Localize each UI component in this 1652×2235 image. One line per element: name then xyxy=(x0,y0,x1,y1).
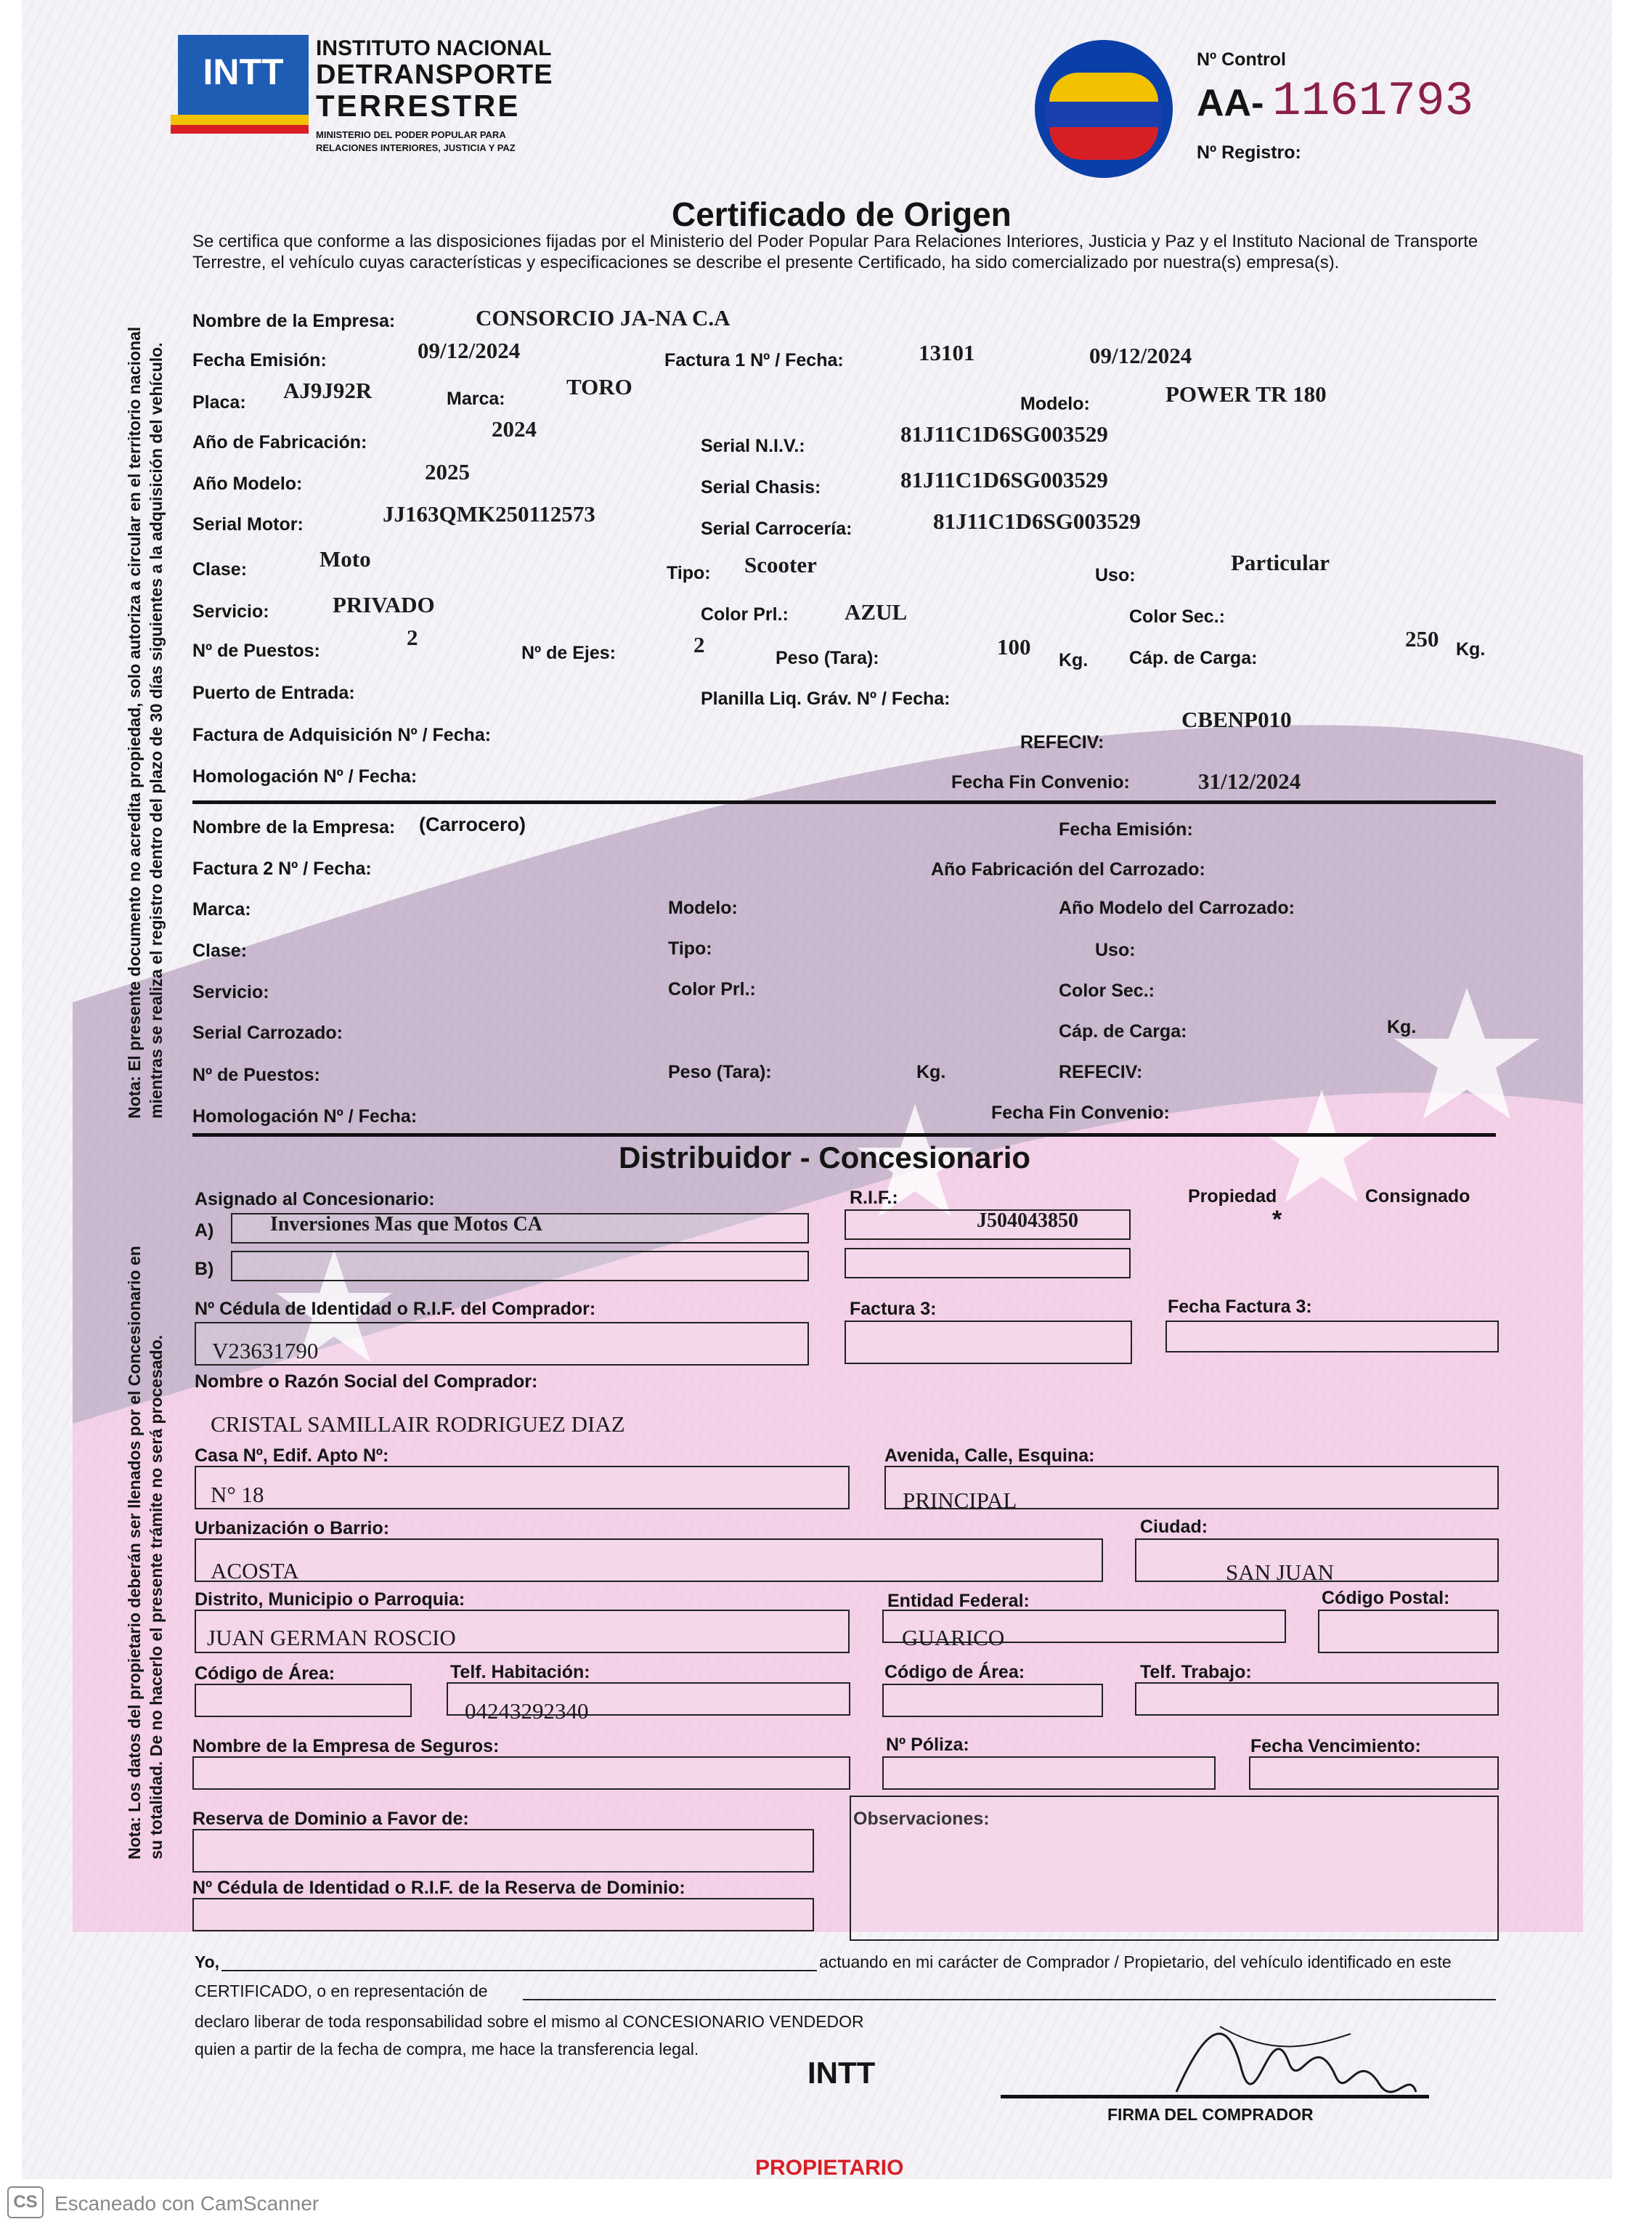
carrocero-empresa-label: Nombre de la Empresa: xyxy=(192,817,396,837)
side-note-bottom-2: su totalidad. De no hacerlo el presente trámite no será procesado. xyxy=(147,1334,166,1859)
propiedad-mark: * xyxy=(1272,1206,1282,1233)
servicio-label: Servicio: xyxy=(192,601,269,622)
carga-unit: Kg. xyxy=(1456,639,1486,660)
rif-label: R.I.F.: xyxy=(850,1188,898,1208)
serial-motor-value: JJ163QMK250112573 xyxy=(383,501,595,527)
fecha-factura3-label: Fecha Factura 3: xyxy=(1168,1297,1312,1317)
serial-chasis-label: Serial Chasis: xyxy=(701,477,821,498)
seal-flag-blue xyxy=(1046,102,1162,127)
peso-unit: Kg. xyxy=(1059,650,1089,670)
carrocero-carga-label: Cáp. de Carga: xyxy=(1059,1021,1187,1042)
uso-value: Particular xyxy=(1231,550,1330,575)
anio-fab-value: 2024 xyxy=(492,416,537,442)
placa-value: AJ9J92R xyxy=(283,378,373,403)
planilla-label: Planilla Liq. Gráv. Nº / Fecha: xyxy=(701,689,951,709)
propiedad-label: Propiedad xyxy=(1188,1186,1277,1206)
telf-trab-label: Telf. Trabajo: xyxy=(1140,1662,1252,1682)
color-prl-value: AZUL xyxy=(845,599,908,625)
decl-declaro: declaro liberar de toda responsabilidad sobre el mismo al CONCESIONARIO VENDEDOR xyxy=(195,2012,864,2031)
urbanizacion-field[interactable] xyxy=(195,1538,1103,1582)
factura1-number: 13101 xyxy=(919,340,975,365)
row-b-label: B) xyxy=(195,1259,214,1279)
carrocero-refeciv-label: REFECIV: xyxy=(1059,1062,1143,1082)
consignado-label: Consignado xyxy=(1365,1186,1470,1206)
carrocero-homologacion-label: Homologación Nº / Fecha: xyxy=(192,1106,418,1127)
ministry-line1: MINISTERIO DEL PODER POPULAR PARA xyxy=(316,129,506,140)
area-label: Código de Área: xyxy=(195,1663,335,1684)
clase-label: Clase: xyxy=(192,559,248,580)
adquisicion-label: Factura de Adquisición Nº / Fecha: xyxy=(192,725,492,745)
serial-carroceria-value: 81J11C1D6SG003529 xyxy=(933,508,1141,534)
carrocero-anio-fab-label: Año Fabricación del Carrozado: xyxy=(931,859,1205,880)
tipo-label: Tipo: xyxy=(667,563,711,583)
avenida-value: PRINCIPAL xyxy=(903,1488,1017,1513)
entidad-label: Entidad Federal: xyxy=(887,1591,1030,1611)
ministry-line2: RELACIONES INTERIORES, JUSTICIA Y PAZ xyxy=(316,142,516,153)
observaciones-label: Observaciones: xyxy=(853,1809,990,1829)
carrocero-serial-label: Serial Carrozado: xyxy=(192,1023,343,1043)
postal-field[interactable] xyxy=(1318,1610,1499,1653)
carrocero-anio-modelo-label: Año Modelo del Carrozado: xyxy=(1059,898,1295,918)
nombre-value: CRISTAL SAMILLAIR RODRIGUEZ DIAZ xyxy=(211,1411,625,1437)
decl-yo: Yo, xyxy=(195,1952,220,1971)
peso-value: 100 xyxy=(997,634,1031,660)
side-note-bottom-1: Nota: Los datos del propietario deberán ser llenados por el Concesionario en xyxy=(125,1246,144,1859)
refeciv-label: REFECIV: xyxy=(1020,732,1104,753)
marca-label: Marca: xyxy=(447,389,505,409)
anio-modelo-label: Año Modelo: xyxy=(192,474,303,494)
cedula-reserva-field[interactable] xyxy=(192,1898,814,1931)
divider-2 xyxy=(192,1133,1496,1137)
carrocero-carga-unit: Kg. xyxy=(1387,1017,1417,1037)
casa-field[interactable] xyxy=(195,1466,850,1509)
color-prl-label: Color Prl.: xyxy=(701,604,789,625)
decl-quien: quien a partir de la fecha de compra, me hace la transferencia legal. xyxy=(195,2040,699,2058)
urbanizacion-value: ACOSTA xyxy=(211,1558,299,1583)
decl-intt: INTT xyxy=(807,2056,876,2090)
area-field[interactable] xyxy=(195,1684,412,1717)
carrocero-color-prl-label: Color Prl.: xyxy=(668,979,756,999)
carrocero-color-sec-label: Color Sec.: xyxy=(1059,981,1155,1001)
empresa-label: Nombre de la Empresa: xyxy=(192,311,396,331)
fecha-factura3-field[interactable] xyxy=(1165,1321,1499,1352)
telf-trab-field[interactable] xyxy=(1135,1682,1499,1716)
ejes-label: Nº de Ejes: xyxy=(521,643,617,663)
rif-a-value: J504043850 xyxy=(977,1209,1078,1232)
registro-label: Nº Registro: xyxy=(1197,142,1301,163)
control-label: Nº Control xyxy=(1197,49,1286,70)
serial-chasis-value: 81J11C1D6SG003529 xyxy=(900,467,1108,492)
control-number: 1161793 xyxy=(1272,74,1474,129)
poliza-field[interactable] xyxy=(882,1756,1216,1790)
org-name-line1: INSTITUTO NACIONAL xyxy=(316,36,552,60)
seal-flag-red xyxy=(1049,127,1158,160)
control-prefix: AA- xyxy=(1197,82,1264,124)
telf-hab-value: 04243292340 xyxy=(465,1698,589,1724)
distrito-value: JUAN GERMAN ROSCIO xyxy=(207,1625,456,1650)
cedula-reserva-label: Nº Cédula de Identidad o R.I.F. de la Reserva de Dominio: xyxy=(192,1878,685,1898)
camscanner-text: Escaneado con CamScanner xyxy=(54,2192,320,2215)
telf-hab-label: Telf. Habitación: xyxy=(450,1662,590,1682)
carrocero-modelo-label: Modelo: xyxy=(668,898,738,918)
propietario-label: PROPIETARIO xyxy=(755,2156,904,2180)
avenida-label: Avenida, Calle, Esquina: xyxy=(884,1445,1095,1466)
placa-label: Placa: xyxy=(192,392,246,413)
ejes-value: 2 xyxy=(693,632,705,657)
area2-label: Código de Área: xyxy=(884,1662,1025,1682)
carrocero-clase-label: Clase: xyxy=(192,941,248,961)
carrocero-puestos-label: Nº de Puestos: xyxy=(192,1065,320,1085)
empresa-value: CONSORCIO JA-NA C.A xyxy=(476,305,731,330)
cedula-value: V23631790 xyxy=(212,1338,319,1363)
cedula-label: Nº Cédula de Identidad o R.I.F. del Comprador: xyxy=(195,1299,596,1319)
puestos-value: 2 xyxy=(407,625,418,650)
camscanner-badge: CS xyxy=(7,2186,44,2218)
nombre-label: Nombre o Razón Social del Comprador: xyxy=(195,1371,538,1392)
puerto-label: Puerto de Entrada: xyxy=(192,683,355,703)
peso-label: Peso (Tara): xyxy=(776,648,879,668)
carrocero-tag: (Carrocero) xyxy=(419,814,526,835)
color-sec-label: Color Sec.: xyxy=(1129,607,1225,627)
serial-carroceria-label: Serial Carrocería: xyxy=(701,519,853,539)
factura3-field[interactable] xyxy=(845,1321,1132,1364)
carrocero-tipo-label: Tipo: xyxy=(668,938,712,959)
anio-fab-label: Año de Fabricación: xyxy=(192,432,367,453)
factura1-date: 09/12/2024 xyxy=(1089,343,1192,368)
observaciones-field[interactable] xyxy=(850,1796,1499,1941)
org-name-line2: DETRANSPORTE xyxy=(316,60,553,90)
carrocero-factura2-label: Factura 2 Nº / Fecha: xyxy=(192,859,372,879)
signature-line xyxy=(1001,2095,1429,2098)
intt-logo xyxy=(178,35,309,115)
fecha-emision-label: Fecha Emisión: xyxy=(192,350,327,370)
org-name-line3: TERRESTRE xyxy=(316,89,521,123)
seal-flag-yellow xyxy=(1049,73,1158,102)
factura3-label: Factura 3: xyxy=(850,1299,937,1319)
carga-label: Cáp. de Carga: xyxy=(1129,648,1258,668)
firma-label: FIRMA DEL COMPRADOR xyxy=(1107,2105,1314,2124)
page-title: Certificado de Origen xyxy=(672,195,1012,233)
decl-certificado: CERTIFICADO, o en representación de xyxy=(195,1982,488,2000)
fin-convenio-value: 31/12/2024 xyxy=(1198,768,1301,794)
uso-label: Uso: xyxy=(1095,565,1136,585)
row-a-label: A) xyxy=(195,1220,214,1241)
vencimiento-field[interactable] xyxy=(1249,1756,1499,1790)
asignado-label: Asignado al Concesionario: xyxy=(195,1189,435,1209)
ciudad-value: SAN JUAN xyxy=(1226,1559,1334,1585)
puestos-label: Nº de Puestos: xyxy=(192,641,320,661)
casa-label: Casa Nº, Edif. Apto Nº: xyxy=(195,1445,389,1466)
homologacion-label: Homologación Nº / Fecha: xyxy=(192,766,418,787)
modelo-value: POWER TR 180 xyxy=(1165,381,1327,407)
factura1-label: Factura 1 Nº / Fecha: xyxy=(664,350,844,370)
intt-logo-text: INTT xyxy=(203,52,284,92)
concesionario-b-field[interactable] xyxy=(231,1251,809,1281)
ciudad-label: Ciudad: xyxy=(1140,1517,1208,1537)
carrocero-fin-convenio-label: Fecha Fin Convenio: xyxy=(991,1103,1170,1123)
entidad-value: GUARICO xyxy=(902,1625,1005,1650)
side-note-top-2: mientras se realiza el registro dentro del plazo de 30 días siguientes a la adquisición del vehículo. xyxy=(147,342,166,1119)
rif-b-field[interactable] xyxy=(845,1248,1131,1278)
serial-niv-label: Serial N.I.V.: xyxy=(701,436,805,456)
tipo-value: Scooter xyxy=(744,552,817,577)
area2-field[interactable] xyxy=(882,1684,1103,1717)
seguros-label: Nombre de la Empresa de Seguros: xyxy=(192,1736,500,1756)
decl-actuando: actuando en mi carácter de Comprador / Propietario, del vehículo identificado en este xyxy=(819,1952,1452,1971)
modelo-label: Modelo: xyxy=(1020,394,1090,414)
concesionario-a-value: Inversiones Mas que Motos CA xyxy=(270,1213,542,1236)
distrito-label: Distrito, Municipio o Parroquia: xyxy=(195,1589,465,1610)
divider-1 xyxy=(192,800,1496,804)
vencimiento-label: Fecha Vencimiento: xyxy=(1250,1736,1421,1756)
decl-yo-line xyxy=(221,1970,817,1971)
refeciv-value: CBENP010 xyxy=(1181,707,1292,732)
servicio-value: PRIVADO xyxy=(333,592,435,617)
fecha-emision-value: 09/12/2024 xyxy=(418,338,521,363)
postal-label: Código Postal: xyxy=(1322,1588,1450,1608)
carrocero-marca-label: Marca: xyxy=(192,899,251,920)
reserva-label: Reserva de Dominio a Favor de: xyxy=(192,1809,469,1829)
fin-convenio-label: Fecha Fin Convenio: xyxy=(951,772,1130,792)
clase-value: Moto xyxy=(320,546,371,572)
anio-modelo-value: 2025 xyxy=(425,459,470,484)
carrocero-fecha-emision-label: Fecha Emisión: xyxy=(1059,819,1193,840)
reserva-field[interactable] xyxy=(192,1829,814,1873)
serial-motor-label: Serial Motor: xyxy=(192,514,304,535)
side-note-top-1: Nota: El presente documento no acredita propiedad, solo autoriza a circular en el territorio nacional xyxy=(125,326,144,1119)
carrocero-peso-label: Peso (Tara): xyxy=(668,1062,772,1082)
seguros-field[interactable] xyxy=(192,1756,850,1790)
marca-value: TORO xyxy=(566,374,632,399)
casa-value: N° 18 xyxy=(211,1482,264,1507)
serial-niv-value: 81J11C1D6SG003529 xyxy=(900,421,1108,447)
poliza-label: Nº Póliza: xyxy=(886,1735,969,1755)
intro-text: Se certifica que conforme a las disposiciones fijadas por el Ministerio del Poder Popular Para Relaciones Interiores, Justicia y Paz y el Instituto Nacional de Transporte Terrestre, el vehículo cuyas características y especificaciones se describe el presente Certificado, ha sido comercializado por nuestra(s) empresa(s). xyxy=(192,232,1478,272)
distribuidor-title: Distribuidor - Concesionario xyxy=(619,1140,1031,1175)
carrocero-servicio-label: Servicio: xyxy=(192,982,269,1002)
urbanizacion-label: Urbanización o Barrio: xyxy=(195,1518,390,1538)
carga-value: 250 xyxy=(1405,626,1439,652)
carrocero-peso-unit: Kg. xyxy=(916,1062,946,1082)
carrocero-uso-label: Uso: xyxy=(1095,940,1136,960)
